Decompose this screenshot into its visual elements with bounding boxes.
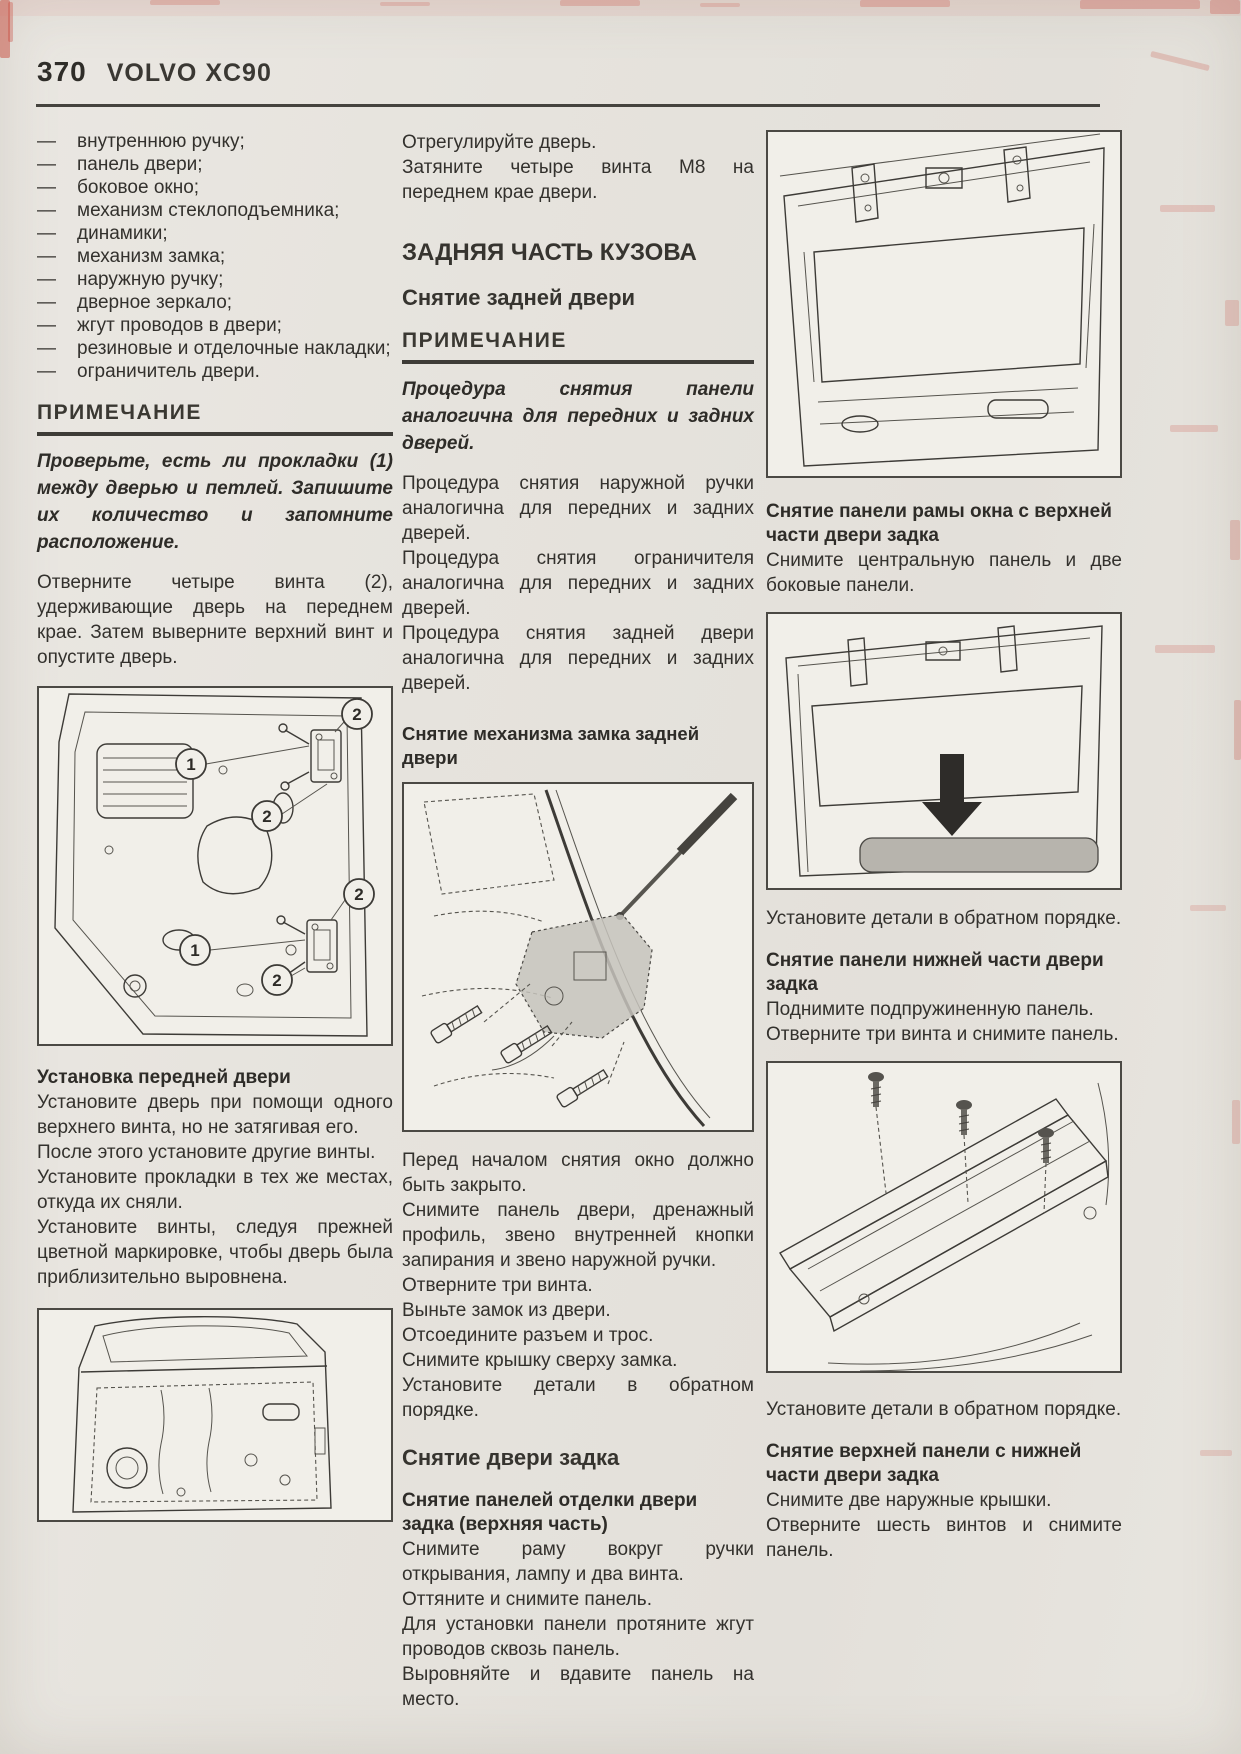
note-rule <box>37 432 393 436</box>
paragraph: Поднимите подпружиненную панель. <box>766 999 1094 1020</box>
paragraph: Отверните три винта. <box>402 1275 593 1296</box>
list-item-label: панель двери; <box>77 154 203 175</box>
chapter-heading-rear-body: ЗАДНЯЯ ЧАСТЬ КУЗОВА <box>402 239 697 266</box>
figure-front-door-hinges <box>37 686 393 1046</box>
paragraph: Снимите раму вокруг ручки открывания, лампу и два винта. <box>402 1539 754 1585</box>
left-column <box>37 130 393 1522</box>
list-item-label: механизм стеклоподъемника; <box>77 200 340 221</box>
paragraph: Установите детали в обратном порядке. <box>402 1375 754 1421</box>
scan-artifact <box>1232 1100 1240 1144</box>
callout-number: 2 <box>352 705 362 724</box>
section-heading-tailgate-removal: Снятие двери задка <box>402 1445 620 1470</box>
list-item-label: механизм замка; <box>77 246 226 267</box>
screw-icon <box>556 1067 609 1107</box>
paragraph: Установите детали в обратном порядке. <box>766 908 1122 929</box>
list-item <box>37 291 393 314</box>
screw-icon <box>1038 1128 1054 1163</box>
list-item <box>37 222 393 245</box>
paragraph: Снимите панель двери, дренажный профиль, звено внутренней кнопки запирания и звено наружной ручки. <box>402 1200 754 1271</box>
dash: — <box>37 200 56 221</box>
callout-number: 2 <box>354 885 364 904</box>
list-item <box>37 337 393 360</box>
paragraph: Установите дверь при помощи одного верхнего винта, но не затягивая его. <box>37 1092 393 1138</box>
paragraph: Отверните шесть винтов и снимите панель. <box>766 1515 1122 1561</box>
paragraph: Снимите центральную панель и две боковые панели. <box>766 550 1122 596</box>
door-lock-diagram <box>404 784 752 1130</box>
paragraph: Установите винты, следуя прежней цветной маркировке, чтобы дверь была приблизительно выровнена. <box>37 1217 393 1288</box>
dash: — <box>37 154 56 175</box>
subsection-heading-window-frame-panel: Снятие панели рамы окна с верхней части двери задка <box>766 501 1112 546</box>
dash: — <box>37 223 56 244</box>
paragraph: Выньте замок из двери. <box>402 1300 611 1321</box>
scan-artifact <box>1160 205 1215 212</box>
lower-panel-diagram <box>768 1063 1120 1371</box>
scan-artifact <box>1150 51 1210 71</box>
paragraph: Отсоедините разъем и трос. <box>402 1325 654 1346</box>
list-item-label: ограничитель двери. <box>77 361 260 382</box>
callout-number: 2 <box>272 971 282 990</box>
dash: — <box>37 177 56 198</box>
header-rule <box>36 104 1100 107</box>
figure-rear-door-lock <box>402 782 754 1132</box>
note-text: Процедура снятия панели аналогична для передних и задних дверей. <box>402 379 754 454</box>
scan-artifact <box>1155 645 1215 653</box>
front-door-diagram <box>39 1310 391 1520</box>
page-number: 370 <box>37 56 87 87</box>
paragraph: Установите детали в обратном порядке. <box>766 1399 1122 1420</box>
section-heading-rear-door-removal: Снятие задней двери <box>402 285 636 310</box>
scan-artifact <box>1225 300 1239 326</box>
paragraph: Процедура снятия задней двери аналогична для передних и задних дверей. <box>402 623 754 694</box>
screw-icon <box>868 1072 884 1107</box>
list-item <box>37 130 393 153</box>
note-heading: ПРИМЕЧАНИЕ <box>402 329 567 352</box>
list-item-label: боковое окно; <box>77 177 200 198</box>
callout-number: 1 <box>190 941 200 960</box>
paragraph: Снимите крышку сверху замка. <box>402 1350 678 1371</box>
figure-tailgate-panel-removal <box>766 612 1122 890</box>
list-item <box>37 153 393 176</box>
screw-icon <box>956 1100 972 1135</box>
list-item <box>37 199 393 222</box>
subsection-heading-lower-panel: Снятие панели нижней части двери задка <box>766 950 1104 995</box>
paragraph: Снимите две наружные крышки. <box>766 1490 1052 1511</box>
list-item <box>37 176 393 199</box>
list-item-label: дверное зеркало; <box>77 292 233 313</box>
removed-panel-shape <box>860 838 1098 872</box>
dash: — <box>37 315 56 336</box>
vehicle-model: VOLVO XC90 <box>106 59 272 87</box>
page-header <box>37 56 272 88</box>
paragraph: Отверните три винта и снимите панель. <box>766 1024 1119 1045</box>
callout-number: 1 <box>186 755 196 774</box>
list-item-label: наружную ручку; <box>77 269 224 290</box>
paragraph: Выровняйте и вдавите панель на место. <box>402 1664 754 1710</box>
dash: — <box>37 131 56 152</box>
list-item <box>37 268 393 291</box>
paragraph: Процедура снятия ограничителя аналогична для передних и задних дверей. <box>402 548 754 619</box>
dash: — <box>37 246 56 267</box>
list-item-label: внутреннюю ручку; <box>77 131 245 152</box>
paragraph: Оттяните и снимите панель. <box>402 1589 652 1610</box>
dash: — <box>37 269 56 290</box>
list-item <box>37 360 393 383</box>
door-hinges-diagram <box>39 688 391 1044</box>
down-arrow-icon <box>922 754 982 836</box>
subsection-heading-upper-from-lower-panel: Снятие верхней панели с нижней части двери задка <box>766 1441 1082 1486</box>
paragraph: После этого установите другие винты. <box>37 1142 376 1163</box>
list-item <box>37 314 393 337</box>
note-heading: ПРИМЕЧАНИЕ <box>37 401 202 424</box>
paragraph: Затяните четыре винта М8 на переднем крае двери. <box>402 157 754 203</box>
subsection-heading-tailgate-trim-upper: Снятие панелей отделки двери задка (верхняя часть) <box>402 1490 698 1535</box>
screw-icon <box>430 1003 483 1043</box>
list-item-label: жгут проводов в двери; <box>77 315 282 336</box>
paragraph: Перед началом снятия окно должно быть закрыто. <box>402 1150 754 1196</box>
tailgate-arrow-diagram <box>768 614 1120 888</box>
figure-tailgate-upper <box>766 130 1122 478</box>
tailgate-upper-diagram <box>768 132 1120 476</box>
scan-artifact <box>1170 425 1218 432</box>
paragraph: Установите прокладки в тех же местах, откуда их сняли. <box>37 1167 393 1213</box>
section-heading-rear-lock-removal: Снятие механизма замка задней двери <box>402 723 700 768</box>
scan-artifact <box>1200 1450 1232 1456</box>
list-item-label: динамики; <box>77 223 168 244</box>
paragraph: Процедура снятия наружной ручки аналогична для передних и задних дверей. <box>402 473 754 544</box>
list-item <box>37 245 393 268</box>
scan-artifact <box>1230 520 1240 560</box>
middle-column <box>402 130 754 1712</box>
right-column <box>766 130 1122 1563</box>
scan-artifact <box>1190 905 1226 911</box>
note-rule <box>402 360 754 364</box>
callout-number: 2 <box>262 807 272 826</box>
dash: — <box>37 361 56 382</box>
scan-artifact <box>0 0 1241 16</box>
section-heading-install-front-door: Установка передней двери <box>37 1067 291 1088</box>
removed-parts-list <box>37 130 393 383</box>
figure-lower-panel-screws <box>766 1061 1122 1373</box>
note-text: Проверьте, есть ли прокладки (1) между дверью и петлей. Запишите их количество и запомните расположение. <box>37 451 393 553</box>
dash: — <box>37 338 56 359</box>
scan-artifact <box>1234 700 1241 760</box>
paragraph: Отверните четыре винта (2), удерживающие дверь на переднем крае. Затем выверните верхний винт и опустите дверь. <box>37 572 393 668</box>
paragraph: Отрегулируйте дверь. <box>402 132 597 153</box>
list-item-label: резиновые и отделочные накладки; <box>77 338 391 359</box>
dash: — <box>37 292 56 313</box>
paragraph: Для установки панели протяните жгут проводов сквозь панель. <box>402 1614 754 1660</box>
figure-front-door <box>37 1308 393 1522</box>
